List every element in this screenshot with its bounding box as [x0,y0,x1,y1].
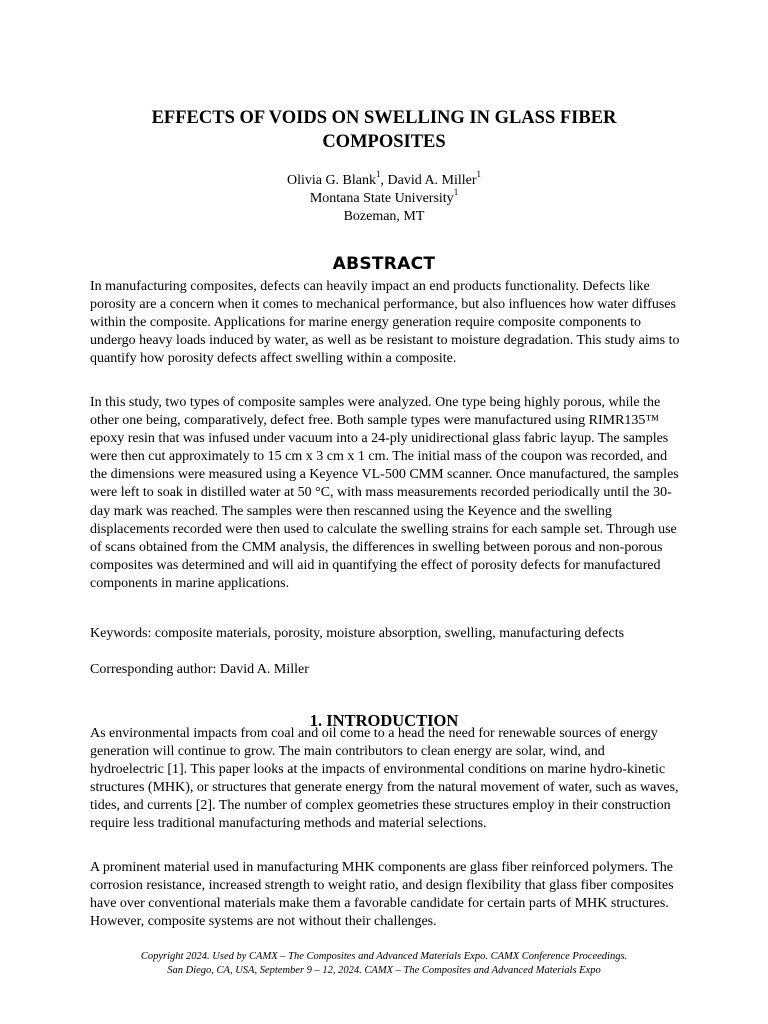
keywords: Keywords: composite materials, porosity, moisture absorption, swelling, manufacturing defects [90,626,625,641]
copyright-footer [60,950,708,978]
author-affiliation-mark: 1 [476,169,482,180]
paper-title [90,106,678,154]
author-line [90,169,678,190]
author-separator: , [380,173,388,188]
location-line: Bozeman, MT [343,209,425,224]
introduction-heading: 1. INTRODUCTION [309,710,459,730]
affiliation: Montana State University [309,191,454,206]
affiliation-mark: 1 [453,187,459,198]
corresponding-author: Corresponding author: David A. Miller [90,662,309,677]
affiliation-line [90,187,678,208]
abstract-paragraph-2: In this study, two types of composite samples were analyzed. One type being highly porous, while the other one being, comparatively, defect free. Both sample types were manufactured using RIMR135™ epoxy resin that was infused under vacuum into a 24-ply unidirectional glass fabric layup. The samples were then cut approximately to 15 cm x 3 cm x 1 cm. The initial mass of the coupon was recorded, and the dimensions were measured using a Keyence VL-500 CMM scanner. Once manufactured, the samples were left to soak in distilled water at 50 °C, with mass measurements recorded periodically until the 30-day mark was reached. The samples were then rescanned using the Keyence and the swelling displacements recorded were then used to calculate the swelling strains for each sample set. Through use of scans obtained from the CMM analysis, the differences in swelling between porous and non-porous composites was determined and will aid in quantifying the effect of porosity defects for manufactured components in marine applications. [90,395,679,591]
author-name: David A. Miller [387,173,477,188]
footer-line-2: San Diego, CA, USA, September 9 – 12, 2024. CAMX – The Composites and Advanced Materials Expo [167,965,601,976]
footer-line-1: Copyright 2024. Used by CAMX – The Composites and Advanced Materials Expo. CAMX Conference Proceedings. [140,951,628,962]
author-affiliation-mark: 1 [376,169,381,180]
abstract-paragraph-1: In manufacturing composites, defects can heavily impact an end products functionality. Defects like porosity are a concern when it comes to mechanical performance, but also influences how water diffuses within the composite. Applications for marine energy generation require composite components to undergo heavy loads induced by water, as well as be resistant to moisture degradation. This study aims to quantify how porosity defects affect swelling within a composite. [90,279,680,367]
title-line-1: EFFECTS OF VOIDS ON SWELLING IN GLASS FIBER [151,108,617,129]
introduction-paragraph-1: As environmental impacts from coal and oil come to a head the need for renewable sources of energy generation will continue to grow. The main contributors to clean energy are solar, wind, and hydroelectric [1]. This paper looks at the impacts of environmental conditions on marine hydro-kinetic structures (MHK), or structures that generate energy from the natural movement of water, such as waves, tides, and currents [2]. The number of complex geometries these structures employ in their construction require less traditional manufacturing methods and material selections. [90,726,679,832]
author-name: Olivia G. Blank [286,173,376,188]
author-block [90,169,678,226]
title-line-2: COMPOSITES [322,132,446,153]
abstract-heading: ABSTRACT [332,254,436,275]
introduction-paragraph-2: A prominent material used in manufacturing MHK components are glass fiber reinforced polymers. The corrosion resistance, increased strength to weight ratio, and design flexibility that glass fiber composites have over conventional materials make them a favorable candidate for certain parts of MHK structures. However, composite systems are not without their challenges. [90,860,674,930]
